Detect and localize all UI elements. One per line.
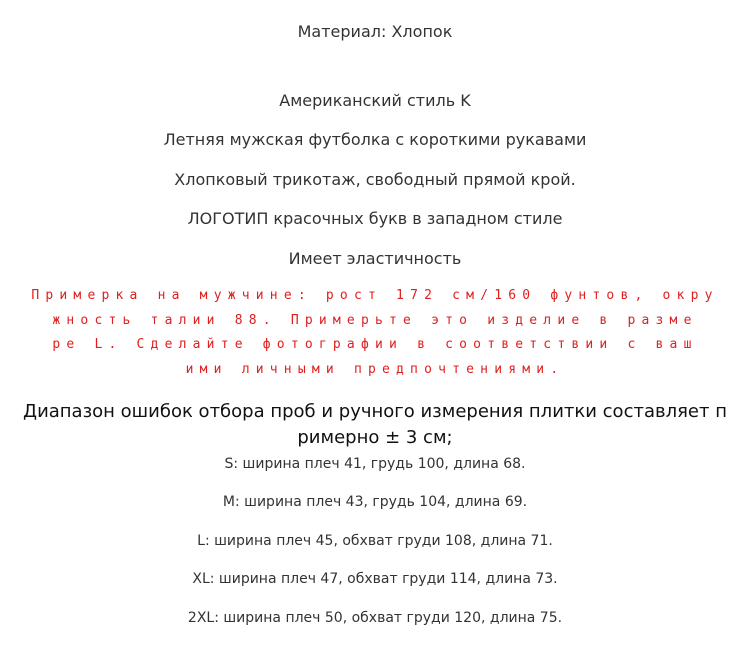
fitting-note-line: ими личными предпочтениями. (185, 362, 565, 377)
error-note-line: римерно ± 3 см; (297, 427, 453, 448)
feature-logo: ЛОГОТИП красочных букв в западном стиле (187, 209, 563, 228)
material-line: Материал: Хлопок (297, 22, 453, 41)
size-2xl: 2XL: ширина плеч 50, обхват груди 120, длина 75. (187, 610, 563, 626)
size-xl: XL: ширина плеч 47, обхват груди 114, длина 73. (192, 571, 558, 587)
fitting-note-line: ре L. Сделайте фотографии в соответствии с ваш (52, 337, 698, 352)
feature-stretch: Имеет эластичность (288, 249, 462, 268)
feature-style: Американский стиль K (279, 91, 471, 110)
fitting-note-line: жность талии 88. Примерьте это изделие в разме (52, 313, 698, 328)
size-m: M: ширина плеч 43, грудь 104, длина 69. (222, 494, 528, 510)
feature-fabric: Хлопковый трикотаж, свободный прямой крой. (174, 170, 576, 189)
size-l: L: ширина плеч 45, обхват груди 108, длина 71. (197, 533, 553, 549)
fitting-note-line: Примерка на мужчине: рост 172 см/160 фунтов, окру (31, 288, 719, 303)
feature-type: Летняя мужская футболка с короткими рукавами (163, 130, 587, 149)
error-note-line: Диапазон ошибок отбора проб и ручного измерения плитки составляет п (23, 401, 727, 422)
size-s: S: ширина плеч 41, грудь 100, длина 68. (224, 456, 526, 472)
